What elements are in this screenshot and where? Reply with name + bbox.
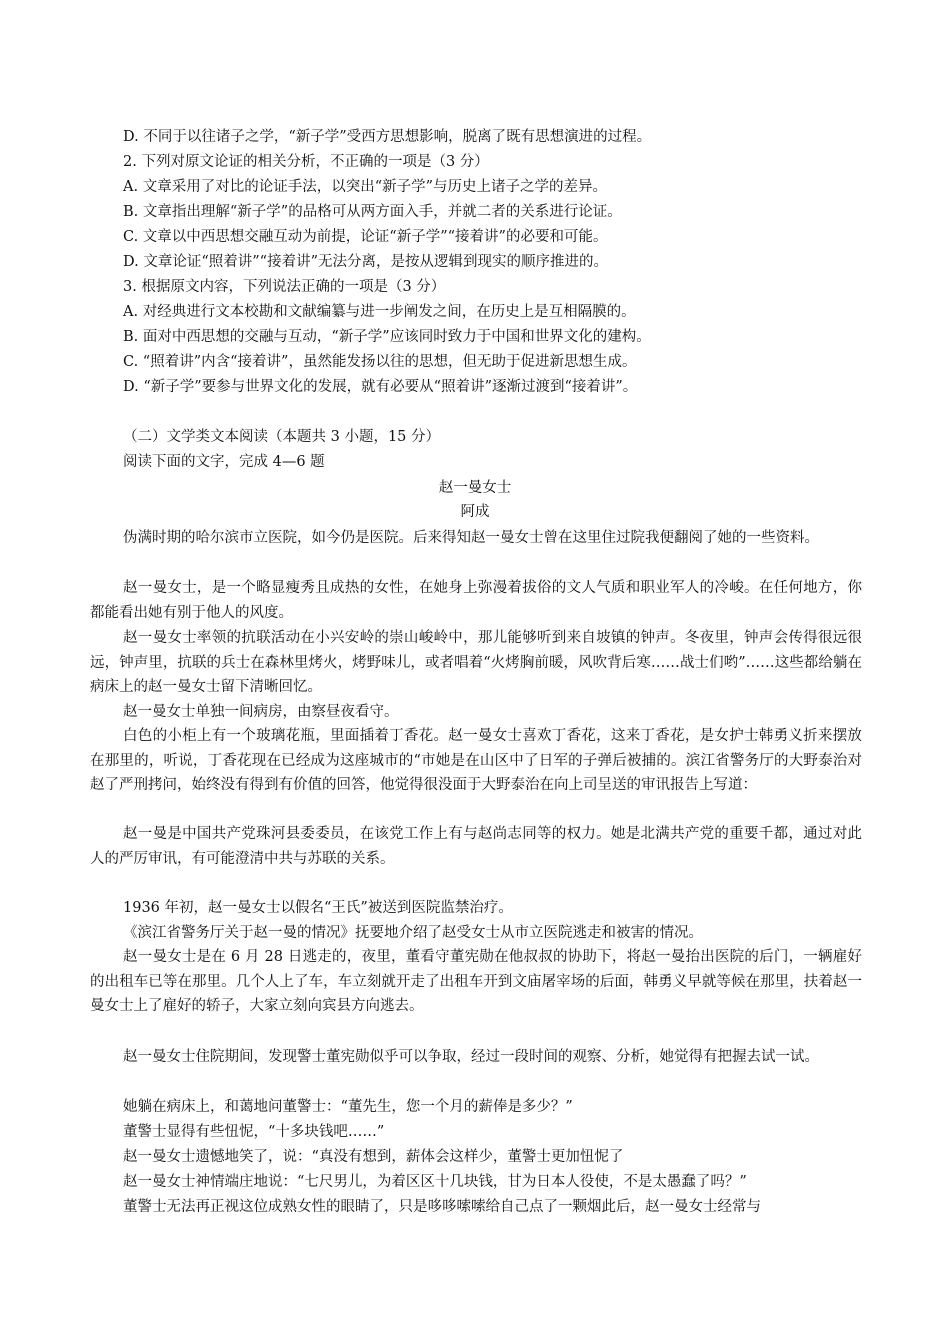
story-paragraph: 她躺在病床上，和蔼地问董警士：“董先生，您一个月的薪俸是多少？” [123, 1099, 573, 1115]
story-paragraph: 董警士显得有些忸怩，“十多块钱吧……” [123, 1124, 385, 1140]
story-author: 阿成 [460, 504, 490, 520]
option-line: A. 文章采用了对比的论证手法，以突出“新子学”与历史上诸子之学的差异。 [123, 179, 608, 195]
story-paragraph: 伪满时期的哈尔滨市立医院，如今仍是医院。后来得知赵一曼女士曾在这里住过院我便翻阅了她的一些资料。 [123, 530, 819, 546]
story-paragraph: 赵一曼女士神情端庄地说：“七尺男儿，为着区区十几块钱，甘为日本人役使，不是太愚蠢了吗？” [123, 1174, 747, 1190]
option-line: B. 文章指出理解“新子学”的品格可从两方面入手，并就二者的关系进行论证。 [123, 204, 622, 220]
story-title: 赵一曼女士 [438, 480, 512, 496]
story-paragraph: 白色的小柜上有一个玻璃花瓶，里面插着丁香花。赵一曼女士喜欢丁香花，这来丁香花，是女护士韩勇义折来摆放在那里的，听说，丁香花现在已经成为这座城市的“市她是在山区中了日军的子弹后被捕的。滨江省警务厅的大野泰治对赵了严刑拷问，始终没有得到有价值的回答，他觉得很没面于大野泰治在向上司呈送的审讯报告上写道： [90, 728, 862, 794]
option-line: D. 文章论证“照着讲”“接着讲”无法分离，是按从逻辑到现实的顺序推进的。 [123, 254, 608, 270]
story-paragraph: 赵一曼女士，是一个略显瘦秀且成热的女性，在她身上弥漫着拔俗的文人气质和职业军人的冷峻。在任何地方，你都能看出她有别于他人的风度。 [90, 580, 862, 621]
option-line: C. 文章以中西思想交融互动为前提，论证“新子学”“接着讲”的必要和可能。 [123, 229, 608, 245]
story-paragraph: 董警士无法再正视这位成熟女性的眼睛了，只是哆哆嗦嗦给自己点了一颗烟此后，赵一曼女士经常与 [123, 1199, 761, 1215]
question-line: 3. 根据原文内容，下列说法正确的一项是（3 分） [123, 279, 446, 295]
story-paragraph: 赵一曼女士单独一间病房，由察昼夜看守。 [123, 704, 399, 720]
option-line: C. “照着讲”内含“接着讲”，虽然能发扬以往的思想，但无助于促进新思想生成。 [123, 354, 637, 370]
story-paragraph: 赵一曼是中国共产党珠河县委委员，在该党工作上有与赵尚志同等的权力。她是北满共产党的重要千都，通过对此人的严厉审讯，有可能澄清中共与苏联的关系。 [90, 826, 862, 867]
story-paragraph: 《滨江省警务厅关于赵一曼的情况》抚要地介绍了赵受女士从市立医院逃走和被害的情况。 [123, 925, 703, 941]
story-paragraph: 赵一曼女士住院期间，发现警士董宪勋似乎可以争取，经过一段时间的观察、分析，她觉得有把握去试一试。 [123, 1049, 819, 1065]
story-paragraph: 赵一曼女士率领的抗联活动在小兴安岭的崇山峻岭中，那儿能够听到来自坡镇的钟声。冬夜里，钟声会传得很远很远，钟声里，抗联的兵士在森林里烤火，烤野味儿，或者唱着“火烤胸前暖，风吹背后寒……战士们哟”……这些都给躺在病床上的赵一曼女士留下清晰回忆。 [90, 630, 862, 696]
option-line: D. 不同于以往诸子之学，“新子学”受西方思想影响，脱离了既有思想演进的过程。 [123, 129, 652, 145]
story-paragraph: 赵一曼女士遗憾地笑了，说：“真没有想到，薪体会这样少，董警士更加忸怩了 [123, 1149, 624, 1165]
section-header: （二）文学类文本阅读（本题共 3 小题，15 分） [123, 429, 441, 445]
story-paragraph: 赵一曼女士是在 6 月 28 日逃走的，夜里，董看守董宪勋在他叔叔的协助下，将赵一曼抬出医院的后门，一辆雇好的出租车已等在那里。几个人上了车，车立刻就开走了出租车开到文庙屠宰场的后面，韩勇义早就等候在那里，扶着赵一曼女士上了雇好的轿子，大家立刻向宾县方向逃去。 [90, 949, 862, 1015]
option-line: A. 对经典进行文本校勘和文献编纂与进一步阐发之间，在历史上是互相隔膜的。 [123, 304, 636, 320]
instruction: 阅读下面的文字，完成 4—6 题 [123, 454, 325, 470]
question-line: 2. 下列对原文论证的相关分析，不正确的一项是（3 分） [123, 154, 489, 170]
option-line: D. “新子学”要参与世界文化的发展，就有必要从“照着讲”逐渐过渡到“接着讲”。 [123, 379, 638, 395]
story-paragraph: 1936 年初，赵一曼女士以假名“王氏”被送到医院监禁治疗。 [123, 900, 513, 916]
option-line: B. 面对中西思想的交融与互动，“新子学”应该同时致力于中国和世界文化的建构。 [123, 329, 651, 345]
